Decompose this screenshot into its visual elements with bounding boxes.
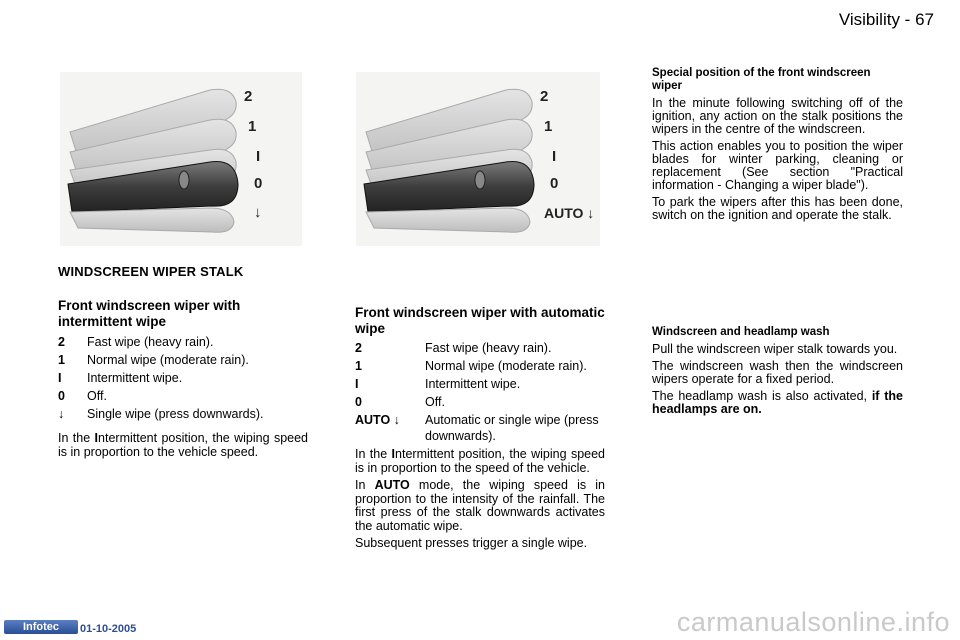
position-desc: Off. — [425, 395, 445, 409]
infotec-logo: Infotec — [4, 620, 78, 634]
list-item — [58, 334, 310, 350]
automatic-notes — [355, 448, 605, 555]
position-key: AUTO ↓ — [355, 413, 400, 427]
note-text: In the — [355, 447, 392, 461]
figure-label-intermittent: I — [552, 148, 557, 165]
special-position-section — [652, 67, 903, 226]
wash-section — [652, 326, 903, 420]
wiper-stalk-figure-left — [60, 72, 302, 246]
position-desc: Intermittent wipe. — [87, 371, 183, 385]
position-key: 1 — [58, 353, 65, 367]
main-heading: WINDSCREEN WIPER STALK — [58, 264, 244, 279]
intermittent-note — [58, 432, 308, 463]
figure-label-2: 2 — [540, 88, 549, 105]
list-item — [355, 340, 605, 356]
special-position-text: This action enables you to position the wiper blades for winter parking, cleaning or replacement (See section "Practical information - Changing a wiper blade"). — [652, 139, 903, 192]
position-key: I — [58, 371, 62, 385]
figure-label-1: 1 — [544, 118, 553, 135]
position-desc: Normal wipe (moderate rain). — [425, 359, 587, 373]
note-text: Subsequent presses trigger a single wipe. — [355, 536, 588, 550]
note-text: mode, the wiping speed is in proportion to the intensity of the rainfall. The first press of the stalk downwards activates the automatic wipe. — [355, 478, 605, 533]
figure-label-intermittent: I — [256, 148, 261, 165]
position-desc: Normal wipe (moderate rain). — [87, 353, 249, 367]
list-item — [58, 352, 310, 368]
figure-label-auto: AUTO ↓ — [544, 205, 595, 221]
wiper-stalk-figure-right — [356, 72, 600, 246]
position-desc: Fast wipe (heavy rain). — [425, 341, 552, 355]
note-text: ntermittent position, the wiping speed is in proportion to the vehicle speed. — [58, 431, 308, 459]
note-text: ntermittent position, the wiping speed is in proportion to the speed of the vehicle. — [355, 447, 605, 475]
footer-date: 01-10-2005 — [80, 623, 137, 635]
position-desc: Fast wipe (heavy rain). — [87, 335, 214, 349]
section-title: Visibility — [838, 10, 900, 29]
list-item — [58, 388, 310, 404]
automatic-heading: Front windscreen wiper with automatic wipe — [355, 305, 605, 336]
intermittent-heading: Front windscreen wiper with intermittent wipe — [58, 298, 241, 329]
list-item — [355, 394, 605, 410]
special-position-text: To park the wipers after this has been done, switch on the ignition and operate the stalk. — [652, 195, 903, 222]
position-desc: Automatic or single wipe (press downwards). — [425, 413, 599, 443]
list-item — [355, 376, 605, 392]
position-key: 2 — [58, 335, 65, 349]
figure-label-single-wipe: ↓ — [254, 204, 262, 221]
note-text: In the — [58, 431, 95, 445]
figure-label-0: 0 — [550, 175, 559, 192]
figure-label-2: 2 — [244, 88, 253, 105]
list-item — [58, 370, 310, 386]
list-item — [355, 358, 605, 374]
wash-bold: if the headlamps are on. — [652, 389, 904, 416]
position-key: 0 — [58, 389, 65, 403]
figure-label-1: 1 — [248, 118, 257, 135]
list-item — [355, 412, 605, 444]
special-position-text: In the minute following switching off of the ignition, any action on the stalk positions the wipers in the centre of the windscreen. — [652, 96, 903, 136]
position-desc: Off. — [87, 389, 107, 403]
position-key: ↓ — [58, 407, 65, 421]
watermark: carmanualsonline.info — [676, 607, 950, 637]
note-text: In — [355, 478, 375, 492]
wiper-stalk-auto-illustration — [356, 72, 600, 246]
position-key: 2 — [355, 341, 362, 355]
wash-text: The headlamp wash is also activated, — [652, 389, 872, 403]
header-separator: - — [904, 10, 911, 29]
note-bold: I — [391, 447, 396, 461]
page-header — [839, 10, 934, 30]
position-key: I — [355, 377, 359, 391]
position-key: 1 — [355, 359, 362, 373]
automatic-positions-list — [355, 340, 605, 446]
wash-title: Windscreen and headlamp wash — [652, 326, 830, 338]
page-number: 67 — [915, 10, 934, 29]
special-position-title: Special position of the front windscreen wiper — [652, 67, 871, 92]
wash-text: Pull the windscreen wiper stalk towards you. — [652, 342, 898, 356]
note-bold: AUTO — [374, 478, 410, 492]
figure-label-0: 0 — [254, 175, 263, 192]
position-key: 0 — [355, 395, 362, 409]
note-bold: I — [94, 431, 99, 445]
wash-text: The windscreen wash then the windscreen wipers operate for a fixed period. — [652, 359, 903, 386]
position-desc: Single wipe (press downwards). — [87, 407, 264, 421]
intermittent-positions-list — [58, 334, 310, 424]
position-desc: Intermittent wipe. — [425, 377, 521, 391]
wiper-stalk-illustration — [60, 72, 302, 246]
list-item — [58, 406, 310, 422]
